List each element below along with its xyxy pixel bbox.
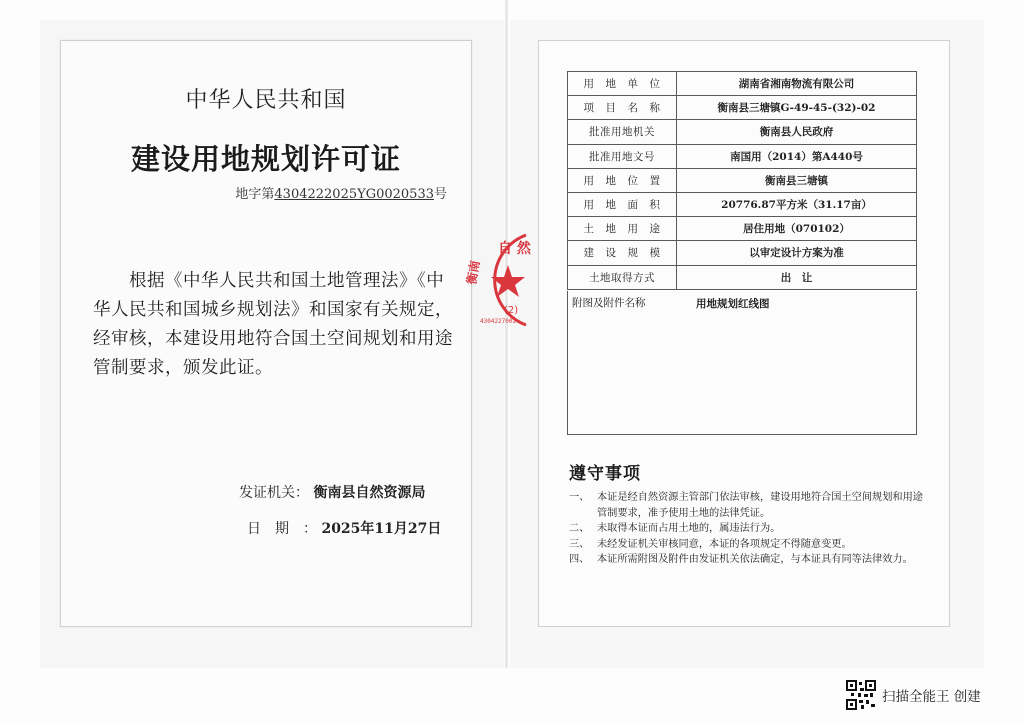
date-value: 2025年11月27日 [321,521,442,537]
note-text: 本证所需附图及附件由发证机关依法确定，与本证具有同等法律效力。 [597,554,913,565]
issuer-label: 发证机关： [239,485,309,501]
info-label: 用 地 面 积 [568,192,677,216]
notes-list [569,490,929,568]
note-item [569,521,929,537]
qr-code-icon [846,680,876,710]
info-row [568,144,917,168]
info-row [568,241,917,265]
seal-number: (2) [504,305,519,316]
note-number: 一、 [569,492,590,503]
country-name: 中华人民共和国 [185,88,347,113]
seal-left-text: 衡南 [464,259,483,286]
info-value: 出 让 [677,265,917,289]
info-label: 批准用地文号 [568,144,677,168]
land-info-table [567,71,917,290]
scanner-watermark-text: 扫描全能王 创建 [882,689,981,705]
info-label: 批准用地机关 [568,120,677,144]
certificate-body-text: 根据《中华人民共和国土地管理法》《中华人民共和国城乡规划法》和国家有关规定，经审核，本建设用地符合国土空间规划和用途管制要求，颁发此证。 [93,271,453,378]
cert-suffix: 号 [433,187,447,202]
info-value: 衡南县三塘镇 [677,168,917,192]
info-label: 土 地 用 途 [568,217,677,241]
date-label: 日 期 ： [247,521,317,537]
info-row [568,96,917,120]
issuing-authority [239,482,425,502]
attachment-label: 附图及附件名称 [572,297,646,309]
note-number: 三、 [569,538,590,550]
info-label: 建 设 规 模 [568,241,677,265]
certificate-cover-page [60,40,472,627]
official-seal-stamp [464,225,548,335]
info-row [568,120,917,144]
note-number: 四、 [569,554,590,565]
cert-number-value: 4304222025YG0020533 [274,187,434,202]
info-value: 衡南县三塘镇G-49-45-(32)-02 [677,96,917,120]
info-row [568,72,917,96]
certificate-details-page [538,40,950,627]
notes-title: 遵守事项 [569,464,641,484]
certificate-number [235,183,447,202]
note-number: 二、 [569,523,590,534]
info-row [568,217,917,241]
info-label: 用 地 位 置 [568,168,677,192]
info-value: 居住用地（070102） [677,217,917,241]
note-text: 本证是经自然资源主管部门依法审核，建设用地符合国土空间规划和用途管制要求，准予使用土地的法律凭证。 [597,492,923,519]
info-label: 项 目 名 称 [568,96,677,120]
info-value: 湖南省湘南物流有限公司 [677,72,917,96]
info-label: 土地取得方式 [568,265,677,289]
attachment-box [567,291,917,435]
note-text: 未取得本证而占用土地的，属违法行为。 [597,523,781,534]
info-value: 衡南县人民政府 [677,120,917,144]
info-row [568,265,917,289]
note-item [569,537,929,553]
certificate-title: 建设用地规划许可证 [130,142,401,176]
info-value: 20776.87平方米（31.17亩） [677,192,917,216]
cert-prefix: 地字第 [235,187,275,202]
issuer-value: 衡南县自然资源局 [313,485,426,501]
note-text: 未经发证机关审核同意，本证的各项规定不得随意变更。 [597,538,852,550]
info-label: 用 地 单 位 [568,72,677,96]
info-value: 以审定设计方案为准 [677,241,917,265]
note-item [569,552,929,568]
attachment-value: 用地规划红线图 [696,298,770,310]
note-item [569,490,929,521]
seal-top-text: 自 然 [498,241,531,257]
info-row [568,168,917,192]
seal-serial: 4304227002 [480,318,517,325]
info-value: 南国用（2014）第A440号 [677,144,917,168]
issue-date [247,518,441,538]
info-row [568,192,917,216]
